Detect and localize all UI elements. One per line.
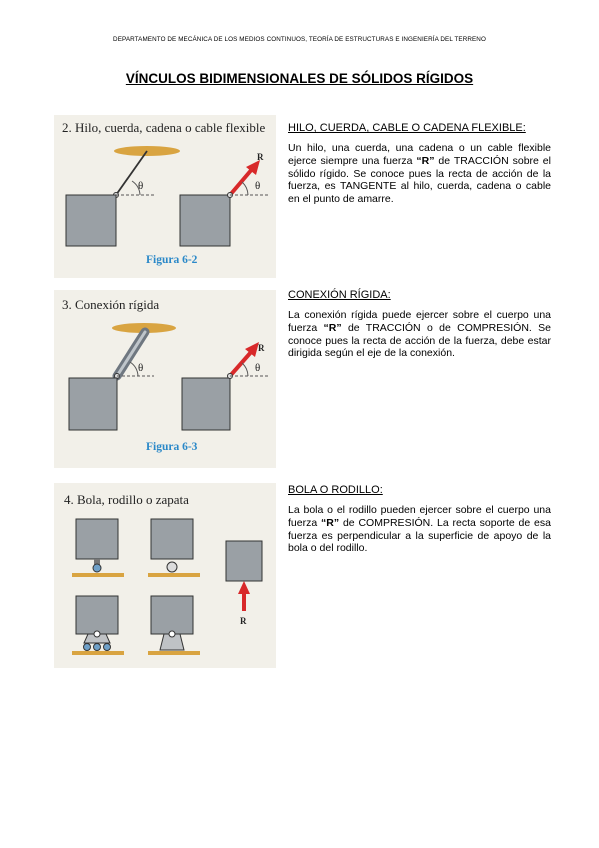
force-label: R bbox=[258, 343, 265, 353]
section-roller bbox=[288, 484, 551, 555]
angle-arc bbox=[242, 182, 248, 195]
angle-label: θ bbox=[138, 362, 144, 374]
angle-label: θ bbox=[138, 180, 144, 192]
angle-label: θ bbox=[255, 180, 261, 192]
rigid-body-block bbox=[69, 378, 117, 430]
figure-roller-heading: 4. Bola, rodillo o zapata bbox=[64, 492, 189, 507]
reaction-arrow bbox=[230, 168, 253, 195]
section-heading: BOLA O RODILLO: bbox=[288, 484, 383, 496]
angle-arc bbox=[130, 362, 138, 376]
rigid-body-block bbox=[151, 519, 193, 559]
figure-rigid-link bbox=[54, 290, 276, 468]
pin-joint bbox=[94, 631, 100, 637]
figure-cable bbox=[54, 115, 276, 278]
ground-support bbox=[72, 651, 124, 655]
arrowhead bbox=[238, 581, 250, 594]
pin-joint bbox=[169, 631, 175, 637]
rigid-body-block-reaction bbox=[226, 541, 262, 581]
angle-arc bbox=[242, 363, 248, 376]
rigid-body-block bbox=[151, 596, 193, 634]
section-heading: CONEXIÓN RÍGIDA: bbox=[288, 289, 391, 301]
department-header: DEPARTAMENTO DE MECÁNICA DE LOS MEDIOS CONTINUOS, TEORÍA DE ESTRUCTURAS E INGENIERÍA DEL TERRENO bbox=[113, 36, 486, 43]
section-heading: HILO, CUERDA, CABLE O CADENA FLEXIBLE: bbox=[288, 122, 526, 134]
figure-caption: Figura 6-3 bbox=[146, 441, 198, 453]
figure-rigid-heading: 3. Conexión rígida bbox=[62, 297, 160, 312]
rigid-body-block bbox=[66, 195, 116, 246]
page-title: VÍNCULOS BIDIMENSIONALES DE SÓLIDOS RÍGIDOS bbox=[125, 71, 474, 86]
figure-caption: Figura 6-2 bbox=[146, 254, 198, 266]
section-body: La conexión rígida puede ejercer sobre el cuerpo una fuerza “R” de TRACCIÓN o de COMPRESIÓN. Se conoce pues la recta de acción de la fuerza, debe estar dirigida según el eje de la conexión. bbox=[288, 309, 551, 360]
ground-support bbox=[148, 573, 200, 577]
section-body: La bola o el rodillo pueden ejercer sobre el cuerpo una fuerza “R” de COMPRESIÓN. La recta soporte de esa fuerza es perpendicular a la superficie de apoyo de la bola o del rodillo. bbox=[288, 504, 551, 555]
rigid-body-block-reaction bbox=[180, 195, 230, 246]
ground-support bbox=[148, 651, 200, 655]
rigid-body-block bbox=[76, 519, 118, 559]
roller-wheel bbox=[104, 644, 111, 651]
section-body: Un hilo, una cuerda, una cadena o un cable flexible ejerce siempre una fuerza “R” de TRACCIÓN sobre el sólido rígido. Se conoce pues la recta de acción de la fuerza, es TANGENTE al hilo, cuerda, cadena o cable en el punto de amarre. bbox=[288, 142, 551, 206]
reaction-arrow bbox=[230, 351, 252, 376]
ground-support bbox=[72, 573, 124, 577]
force-label: R bbox=[257, 152, 264, 162]
ball bbox=[93, 564, 101, 572]
figure-cable-heading: 2. Hilo, cuerda, cadena o cable flexible bbox=[62, 120, 266, 135]
roller bbox=[167, 562, 177, 572]
roller-wheel bbox=[84, 644, 91, 651]
rigid-body-block bbox=[76, 596, 118, 634]
section-rigid-link bbox=[288, 289, 551, 360]
force-label: R bbox=[240, 616, 247, 626]
angle-label: θ bbox=[255, 362, 261, 374]
roller-wheel bbox=[94, 644, 101, 651]
section-cable bbox=[288, 122, 551, 206]
rigid-body-block-reaction bbox=[182, 378, 230, 430]
figure-roller bbox=[54, 483, 276, 668]
